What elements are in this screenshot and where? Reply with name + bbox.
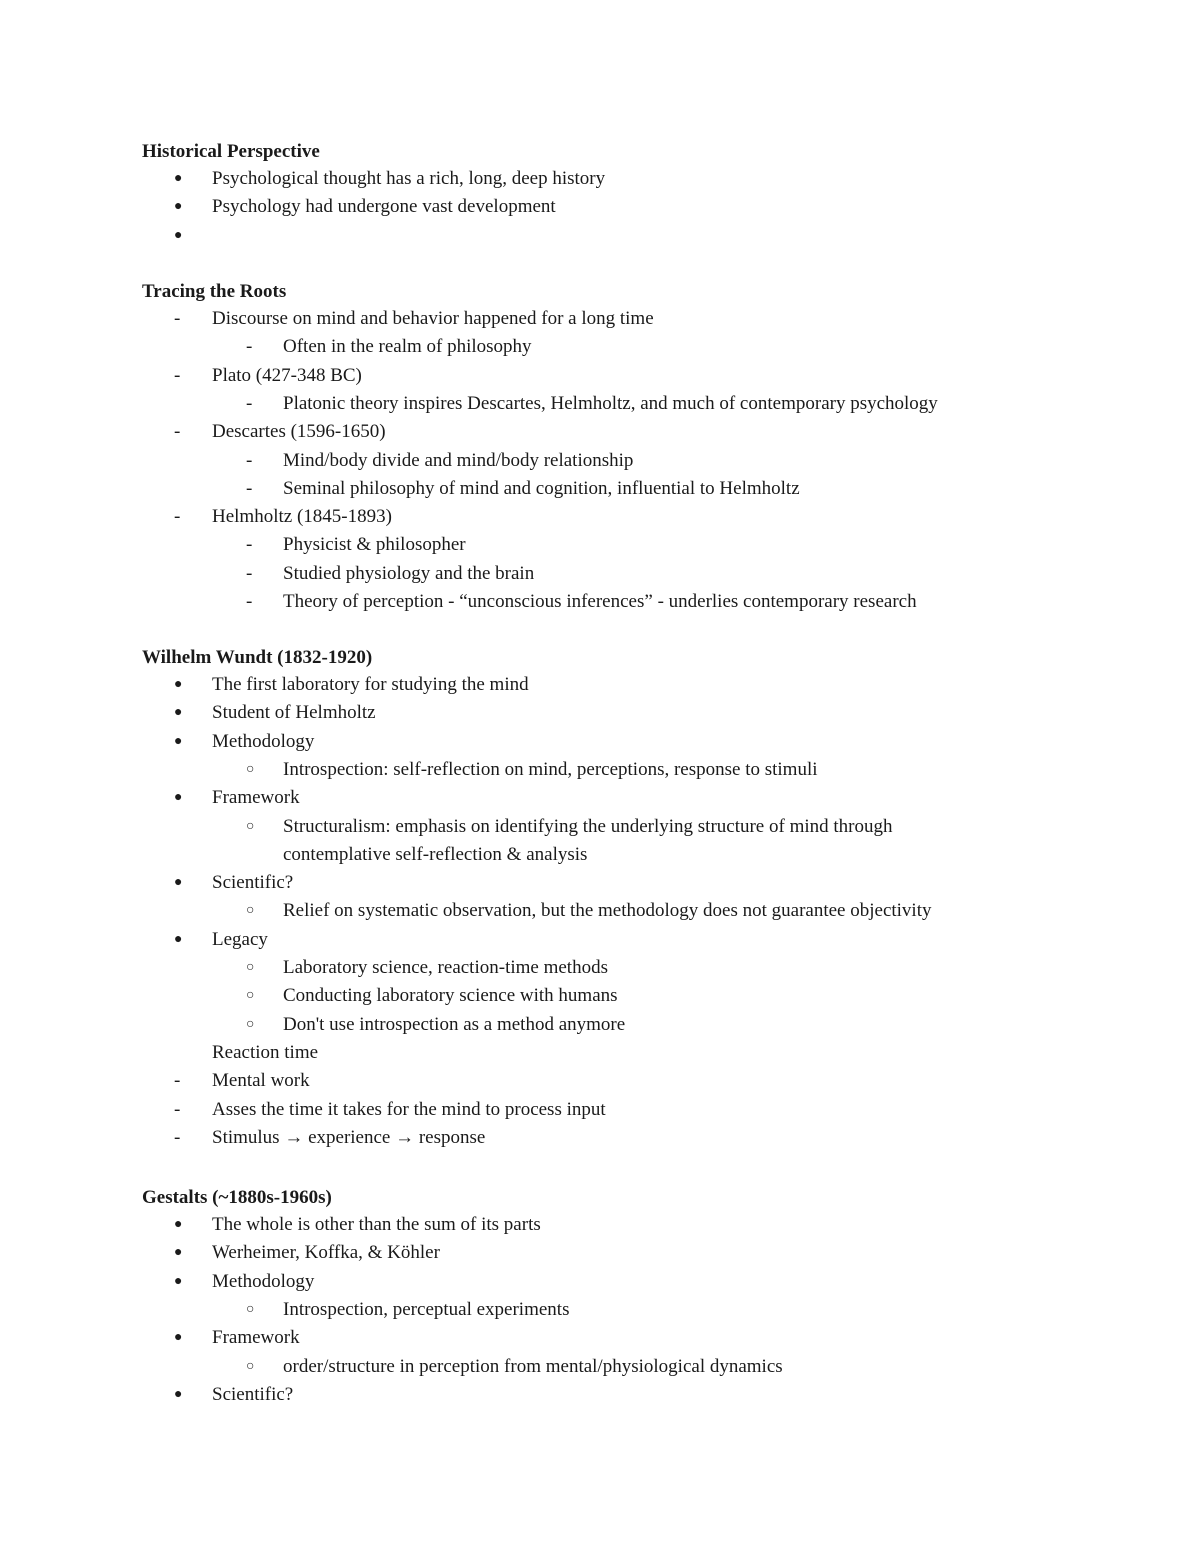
list-item-text: Legacy: [212, 928, 268, 950]
list-item-text: Often in the realm of philosophy: [283, 336, 532, 358]
list-item-text: Scientific?: [212, 1383, 294, 1405]
dash-marker: -: [174, 1070, 181, 1092]
list-item: [0, 1271, 1200, 1299]
list-item: [0, 1014, 1200, 1042]
list-item-text: Framework: [212, 787, 300, 809]
list-item-text: Methodology: [212, 1270, 315, 1292]
list-item-text: Scientific?: [212, 872, 294, 894]
bullet-icon: ●: [174, 199, 183, 215]
list-item-text: Seminal philosophy of mind and cognition, influential to Helmholtz: [283, 477, 800, 499]
list-item-text: Don't use introspection as a method anymore: [283, 1013, 626, 1035]
list-item-text: Helmholtz (1845-1893): [212, 506, 392, 528]
list-item: [0, 168, 1200, 196]
list-item-text: Introspection, perceptual experiments: [283, 1298, 570, 1320]
dash-marker: -: [246, 534, 253, 556]
dash-marker: -: [246, 336, 253, 358]
list-item-text: Framework: [212, 1327, 300, 1349]
list-item-text: Discourse on mind and behavior happened for a long time: [212, 308, 654, 329]
list-item-text: Structuralism: emphasis on identifying the underlying structure of mind through: [283, 815, 893, 837]
list-item-text: Introspection: self-reflection on mind, perceptions, response to stimuli: [283, 758, 818, 780]
list-item-text: Studied physiology and the brain: [283, 562, 535, 584]
dash-marker: -: [246, 477, 253, 499]
section-heading-historical-perspective: Historical Perspective: [142, 141, 320, 162]
list-item-text: contemplative self-reflection & analysis: [283, 843, 588, 865]
list-item: [0, 957, 1200, 985]
list-item: [0, 308, 1200, 336]
list-item: [0, 225, 1200, 253]
hollow-bullet-icon: ○: [246, 960, 255, 975]
list-item: [0, 450, 1200, 478]
bullet-icon: ●: [174, 790, 183, 806]
bullet-icon: ●: [174, 931, 183, 947]
list-item: [0, 1214, 1200, 1242]
list-item-text: Student of Helmholtz: [212, 702, 376, 724]
list-item: [0, 563, 1200, 591]
dash-marker: -: [246, 392, 253, 414]
list-item-text: The first laboratory for studying the mind: [212, 674, 529, 695]
list-item: [0, 421, 1200, 449]
list-item-text: Werheimer, Koffka, & Köhler: [212, 1242, 440, 1264]
list-item-text: Stimulus → experience → response: [212, 1126, 486, 1148]
list-item-text: The whole is other than the sum of its parts: [212, 1214, 541, 1235]
dash-marker: -: [174, 421, 181, 443]
list-item: [0, 1299, 1200, 1327]
bullet-icon: ●: [174, 875, 183, 891]
list-item-text: Theory of perception - “unconscious inferences” - underlies contemporary research: [283, 591, 917, 612]
list-item: [0, 196, 1200, 224]
dash-marker: -: [246, 562, 253, 584]
dash-marker: -: [174, 506, 181, 528]
dash-marker: -: [174, 1098, 181, 1120]
hollow-bullet-icon: ○: [246, 818, 255, 834]
bullet-icon: ●: [174, 1273, 183, 1289]
bullet-icon: ●: [174, 733, 183, 749]
list-item-text: Asses the time it takes for the mind to process input: [212, 1098, 606, 1120]
dash-marker: -: [174, 364, 181, 386]
list-item-text: Mind/body divide and mind/body relationship: [283, 449, 634, 471]
dash-marker: -: [246, 591, 253, 612]
list-item-text: Reaction time: [212, 1041, 319, 1063]
list-item: [0, 900, 1200, 928]
hollow-bullet-icon: ○: [246, 988, 255, 1004]
section-heading-wilhelm-wundt-1832-1920: Wilhelm Wundt (1832-1920): [142, 647, 373, 668]
list-item: [0, 985, 1200, 1013]
list-item-text: Plato (427-348 BC): [212, 364, 362, 386]
bullet-icon: ●: [174, 1245, 183, 1261]
list-item: [0, 1384, 1200, 1412]
list-item: [0, 929, 1200, 957]
list-item-text: Platonic theory inspires Descartes, Helmholtz, and much of contemporary psychology: [283, 392, 938, 414]
list-item: [0, 1070, 1200, 1098]
list-item-text: order/structure in perception from mental/physiological dynamics: [283, 1355, 783, 1377]
list-item: [0, 1099, 1200, 1127]
section-heading-gestalts-1880s-1960s: Gestalts (~1880s-1960s): [142, 1187, 332, 1208]
list-item: [0, 872, 1200, 900]
list-item-text: Mental work: [212, 1070, 310, 1092]
bullet-icon: ●: [174, 227, 183, 243]
list-item: [0, 393, 1200, 421]
list-item-text: Relief on systematic observation, but the methodology does not guarantee objectivity: [283, 900, 932, 922]
list-item: [0, 731, 1200, 759]
list-item: [0, 844, 1200, 872]
bullet-icon: ●: [174, 705, 183, 721]
list-item: [0, 1356, 1200, 1384]
dash-marker: -: [174, 308, 181, 329]
list-item: [0, 787, 1200, 815]
list-item-text: Psychology had undergone vast development: [212, 196, 556, 218]
list-item: [0, 1242, 1200, 1270]
list-item: [0, 1327, 1200, 1355]
bullet-icon: ●: [174, 1386, 183, 1402]
section-heading-tracing-the-roots: Tracing the Roots: [142, 281, 287, 302]
hollow-bullet-icon: ○: [246, 761, 255, 777]
list-item: [0, 759, 1200, 787]
dash-marker: -: [246, 449, 253, 471]
hollow-bullet-icon: ○: [246, 1016, 255, 1032]
list-item: [0, 478, 1200, 506]
list-item-text: Psychological thought has a rich, long, deep history: [212, 168, 606, 189]
list-item: [0, 674, 1200, 702]
bullet-icon: ●: [174, 171, 183, 186]
list-item: [0, 365, 1200, 393]
bullet-icon: ●: [174, 677, 183, 692]
list-item-text: Laboratory science, reaction-time methods: [283, 957, 608, 978]
bullet-icon: ●: [174, 1330, 183, 1346]
hollow-bullet-icon: ○: [246, 903, 255, 919]
list-item-text: Descartes (1596-1650): [212, 421, 386, 443]
list-item: [0, 702, 1200, 730]
list-item: [0, 1127, 1200, 1155]
list-item: [0, 1042, 1200, 1070]
list-item-text: Methodology: [212, 730, 315, 752]
list-item: [0, 506, 1200, 534]
hollow-bullet-icon: ○: [246, 1358, 255, 1374]
bullet-icon: ●: [174, 1217, 183, 1232]
list-item: [0, 816, 1200, 844]
dash-marker: -: [174, 1126, 181, 1148]
list-item-text: Conducting laboratory science with humans: [283, 985, 618, 1007]
list-item: [0, 534, 1200, 562]
hollow-bullet-icon: ○: [246, 1301, 255, 1317]
list-item: [0, 336, 1200, 364]
list-item-text: Physicist & philosopher: [283, 534, 466, 556]
list-item: [0, 591, 1200, 619]
